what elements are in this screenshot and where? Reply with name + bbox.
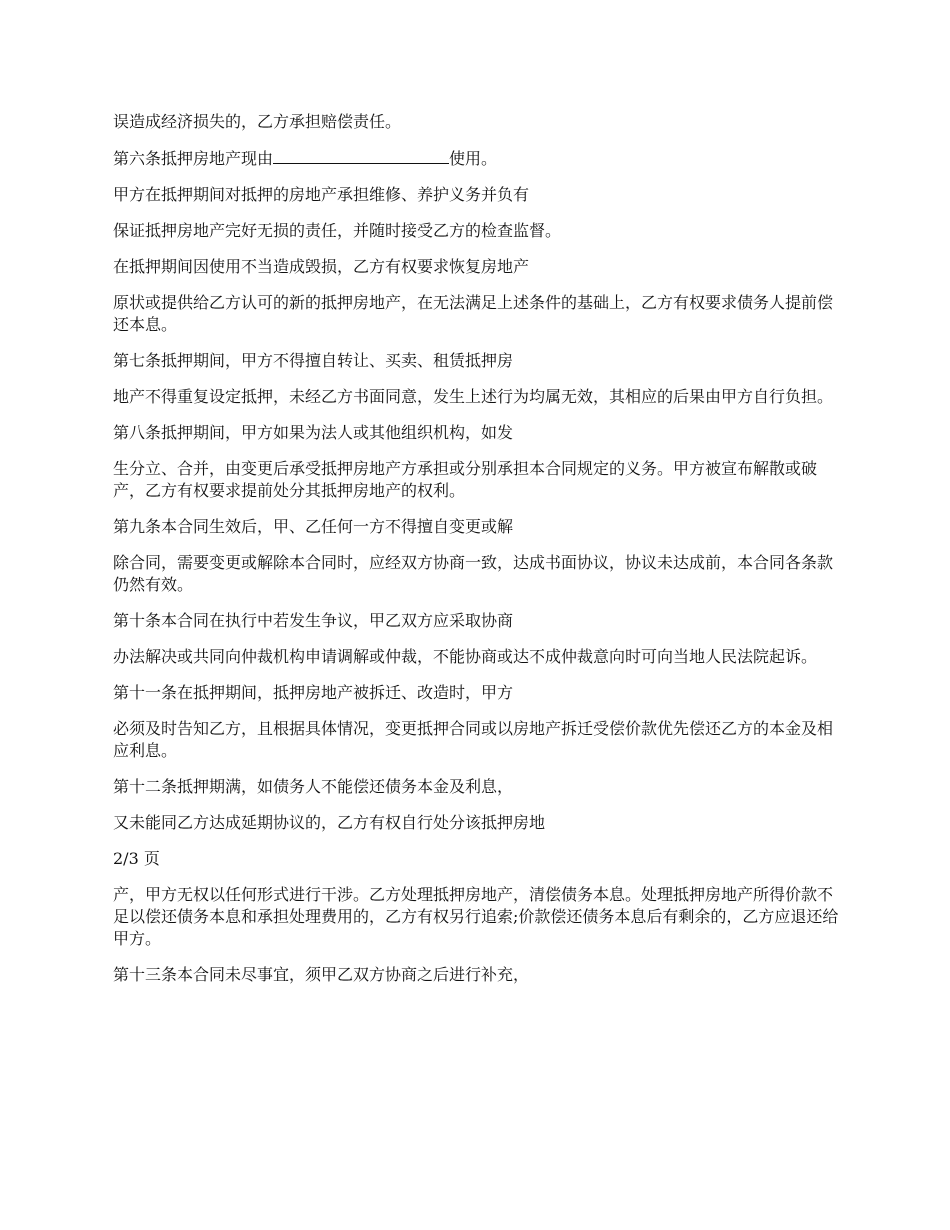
paragraph: 甲方在抵押期间对抵押的房地产承担维修、养护义务并负有 [113, 185, 530, 204]
page-number: 2/3 页 [113, 849, 160, 868]
paragraph: 地产不得重复设定抵押，未经乙方书面同意，发生上述行为均属无效，其相应的后果由甲方自行负担。 [113, 387, 834, 406]
paragraph: 生分立、合并，由变更后承受抵押房地产方承担或分别承担本合同规定的义务。甲方被宣布解散或破产，乙方有权要求提前处分其抵押房地产的权利。 [113, 459, 818, 500]
paragraph: 原状或提供给乙方认可的新的抵押房地产，在无法满足上述条件的基础上，乙方有权要求债务人提前偿还本息。 [113, 293, 834, 334]
fill-in-blank [273, 147, 449, 164]
paragraph: 办法解决或共同向仲裁机构申请调解或仲裁，不能协商或达不成仲裁意向时可向当地人民法院起诉。 [113, 647, 818, 666]
article-6-suffix: 使用。 [449, 149, 498, 168]
article-6-prefix: 第六条抵押房地产现由 [113, 149, 274, 168]
paragraph: 第十三条本合同未尽事宜，须甲乙双方协商之后进行补充， [113, 965, 530, 984]
paragraph: 第十一条在抵押期间，抵押房地产被拆迁、改造时，甲方 [113, 683, 514, 702]
paragraph: 第九条本合同生效后，甲、乙任何一方不得擅自变更或解 [113, 517, 514, 536]
paragraph: 第十二条抵押期满，如债务人不能偿还债务本金及利息， [113, 777, 514, 796]
paragraph: 第八条抵押期间，甲方如果为法人或其他组织机构，如发 [113, 423, 514, 442]
article-6-paragraph [113, 147, 843, 170]
paragraph: 保证抵押房地产完好无损的责任，并随时接受乙方的检查监督。 [113, 221, 562, 240]
paragraph: 误造成经济损失的，乙方承担赔偿责任。 [113, 112, 402, 131]
paragraph: 产，甲方无权以任何形式进行干涉。乙方处理抵押房地产，清偿债务本息。处理抵押房地产所得价款不足以偿还债务本息和承担处理费用的，乙方有权另行追索;价款偿还债务本息后有剩余的，乙方应退还给甲方。 [113, 885, 839, 948]
document-body [113, 111, 843, 1000]
paragraph: 在抵押期间因使用不当造成毁损，乙方有权要求恢复房地产 [113, 257, 530, 276]
paragraph: 必须及时告知乙方，且根据具体情况，变更抵押合同或以房地产拆迁受偿价款优先偿还乙方的本金及相应利息。 [113, 719, 834, 760]
paragraph: 又未能同乙方达成延期协议的，乙方有权自行处分该抵押房地 [113, 813, 546, 832]
paragraph: 除合同，需要变更或解除本合同时，应经双方协商一致，达成书面协议，协议未达成前，本合同各条款仍然有效。 [113, 553, 834, 594]
paragraph: 第七条抵押期间，甲方不得擅自转让、买卖、租赁抵押房 [113, 351, 514, 370]
paragraph: 第十条本合同在执行中若发生争议，甲乙双方应采取协商 [113, 611, 514, 630]
